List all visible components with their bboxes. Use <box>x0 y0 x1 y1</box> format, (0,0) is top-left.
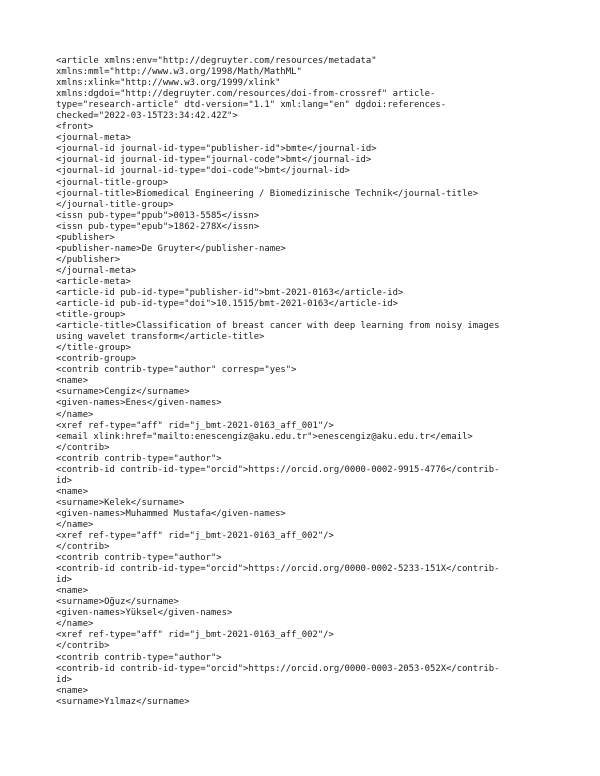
code-line: xmlns:mml="http://www.w3.org/1998/Math/MathML" <box>56 67 302 78</box>
code-line: type="research-article" dtd-version="1.1" xml:lang="en" dgdoi:references- <box>56 100 447 111</box>
code-line: </name> <box>56 409 94 420</box>
code-line: using wavelet transform</article-title> <box>56 332 265 343</box>
code-line: <surname>Cengiz</surname> <box>56 387 190 398</box>
code-line: <surname>Kelek</surname> <box>56 497 185 508</box>
code-line: <xref ref-type="aff" rid="j_bmt-2021-0163_aff_002"/> <box>56 531 334 542</box>
code-line: <article-id pub-id-type="publisher-id">bmt-2021-0163</article-id> <box>56 287 404 298</box>
code-line: <contrib contrib-type="author"> <box>56 553 222 564</box>
code-line: </journal-meta> <box>56 265 137 276</box>
code-line: <front> <box>56 122 94 133</box>
code-line: xmlns:xlink="http://www.w3.org/1999/xlink" <box>56 78 281 89</box>
code-line: <title-group> <box>56 310 126 321</box>
code-line: id> <box>56 475 73 486</box>
code-line: <contrib-id contrib-id-type="orcid">https://orcid.org/0000-0002-9915-4776</contrib- <box>56 464 500 475</box>
code-line: xmlns:dgdoi="http://degruyter.com/resources/doi-from-crossref" article- <box>56 89 436 100</box>
code-line: <journal-id journal-id-type="doi-code">bmt</journal-id> <box>56 166 350 177</box>
document-page <box>56 56 556 708</box>
code-line: <contrib contrib-type="author" corresp="yes"> <box>56 365 297 376</box>
code-line: <contrib contrib-type="author"> <box>56 652 222 663</box>
code-line: <publisher-name>De Gruyter</publisher-name> <box>56 243 286 254</box>
code-line: <given-names>Muhammed Mustafa</given-names> <box>56 508 286 519</box>
code-line: <journal-id journal-id-type="journal-code">bmt</journal-id> <box>56 155 372 166</box>
code-line: <article-meta> <box>56 276 131 287</box>
code-line: </journal-title-group> <box>56 199 174 210</box>
code-line: <journal-meta> <box>56 133 131 144</box>
code-line: <given-names>Yüksel</given-names> <box>56 608 233 619</box>
code-line: id> <box>56 575 73 586</box>
code-line: <contrib-id contrib-id-type="orcid">https://orcid.org/0000-0002-5233-151X</contrib- <box>56 564 500 575</box>
code-line: <contrib-group> <box>56 354 137 365</box>
code-line: </name> <box>56 519 94 530</box>
code-line: <xref ref-type="aff" rid="j_bmt-2021-0163_aff_002"/> <box>56 630 334 641</box>
code-line: <article-id pub-id-type="doi">10.1515/bmt-2021-0163</article-id> <box>56 299 398 310</box>
code-line: <surname>Oğuz</surname> <box>56 597 179 608</box>
code-line: <given-names>Enes</given-names> <box>56 398 222 409</box>
code-line: <xref ref-type="aff" rid="j_bmt-2021-0163_aff_001"/> <box>56 420 334 431</box>
code-line: <issn pub-type="ppub">0013-5585</issn> <box>56 210 260 221</box>
code-line: <surname>Yılmaz</surname> <box>56 696 190 707</box>
code-line: <journal-id journal-id-type="publisher-id">bmte</journal-id> <box>56 144 377 155</box>
code-line: <contrib contrib-type="author"> <box>56 453 222 464</box>
code-line: <name> <box>56 376 89 387</box>
code-line: <article-title>Classification of breast cancer with deep learning from noisy images <box>56 321 500 332</box>
code-line: </name> <box>56 619 94 630</box>
code-line: <email xlink:href="mailto:enescengiz@aku.edu.tr">enescengiz@aku.edu.tr</email> <box>56 431 473 442</box>
code-line: checked="2022-03-15T23:34:42.42Z"> <box>56 111 238 122</box>
code-line: <journal-title-group> <box>56 177 169 188</box>
xml-source-text <box>56 56 556 708</box>
code-line: <name> <box>56 486 89 497</box>
code-line: <journal-title>Biomedical Engineering / Biomedizinische Technik</journal-title> <box>56 188 479 199</box>
code-line: <issn pub-type="epub">1862-278X</issn> <box>56 221 260 232</box>
code-line: </title-group> <box>56 343 131 354</box>
code-line: id> <box>56 674 73 685</box>
code-line: <contrib-id contrib-id-type="orcid">https://orcid.org/0000-0003-2053-052X</contrib- <box>56 663 500 674</box>
code-line: </publisher> <box>56 254 121 265</box>
code-line: <publisher> <box>56 232 115 243</box>
code-line: <name> <box>56 586 89 597</box>
code-line: <article xmlns:env="http://degruyter.com/resources/metadata" <box>56 56 377 66</box>
code-line: </contrib> <box>56 442 110 453</box>
code-line: <name> <box>56 685 89 696</box>
code-line: </contrib> <box>56 641 110 652</box>
code-line: </contrib> <box>56 542 110 553</box>
